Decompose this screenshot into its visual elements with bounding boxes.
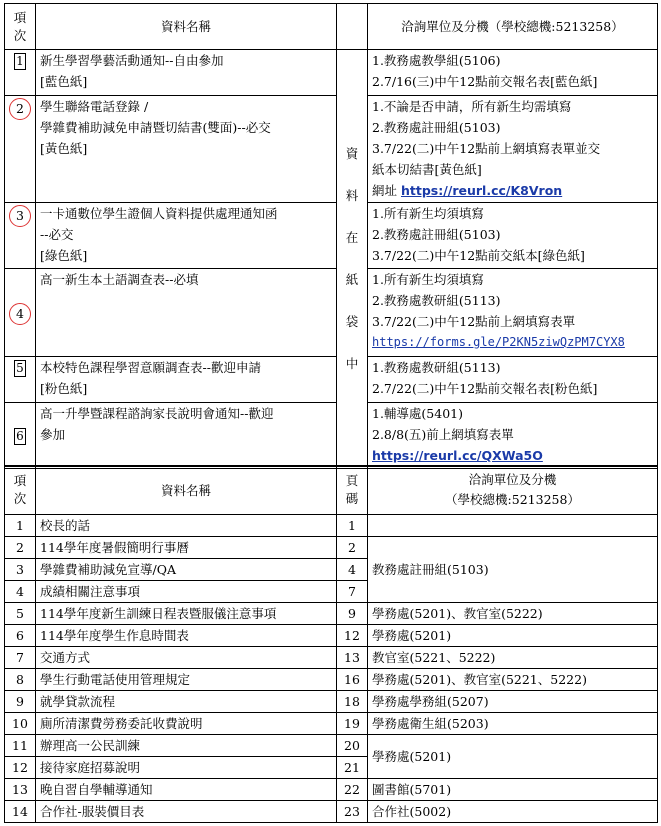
row-page: 19 [337,712,368,734]
contact-line: 1.不論是否申請，所有新生均需填寫 [372,99,572,114]
row-number [5,50,36,96]
row-name: 合作社-服裝價目表 [36,800,337,822]
contact-line: 1.所有新生均須填寫 [372,206,484,221]
row-number: 11 [5,734,36,756]
row-page: 2 [337,536,368,558]
row-number: 6 [5,624,36,646]
header-num [5,466,36,514]
contact-line: 1.教務處教研組(5113) [372,360,501,375]
in-packet-label [337,50,368,469]
table-row [5,712,658,734]
contact-line: 2.7/22(二)中午12點前交報名表[粉色紙] [372,381,598,396]
row-number [5,269,36,357]
url-link[interactable]: https://reurl.cc/K8Vron [400,183,563,198]
table-row [5,624,658,646]
number-circle: 3 [9,205,31,227]
table-row [5,778,658,800]
row-number [5,357,36,403]
mid-char: 在 [345,230,359,245]
row-name: 接待家庭招募說明 [36,756,337,778]
row-contact [368,514,658,536]
contact-line: 1.教務處教學組(5106) [372,53,501,68]
name-line: [粉色紙] [40,381,88,396]
row-contact: 合作社(5002) [368,800,658,822]
row-page: 1 [337,514,368,536]
table-row [5,602,658,624]
row-number: 13 [5,778,36,800]
name-line: [黃色紙] [40,141,88,156]
number-circle: 4 [9,303,31,325]
row-number: 2 [5,536,36,558]
row-number: 5 [5,602,36,624]
table-row [5,734,658,756]
row-number [5,403,36,469]
contact-line: 2.7/16(三)中午12點前交報名表[藍色紙] [372,74,598,89]
contact-line: 1.輔導處(5401) [372,406,463,421]
row-number: 7 [5,646,36,668]
row-page: 22 [337,778,368,800]
table-row [5,96,658,203]
row-number [5,203,36,269]
contact-line: 3.7/22(二)中午12點前上網填寫表單並交 [372,141,601,156]
row-name: 學生行動電話使用管理規定 [36,668,337,690]
header-name: 資料名稱 [36,466,337,514]
table-row [5,357,658,403]
row-contact: 學務處(5201) [368,624,658,646]
name-line: --必交 [40,227,74,242]
number-circle: 2 [9,98,31,120]
number-box: 5 [14,360,26,377]
name-line: 高一新生本土語調查表--必填 [40,272,199,287]
url-link[interactable]: https://forms.gle/P2KN5ziwQzPM7CYX8 [372,335,625,349]
name-line: 高一升學暨課程諮詢家長說明會通知--歡迎 [40,406,274,421]
row-page: 12 [337,624,368,646]
row-name [36,357,337,403]
row-name: 廁所清潔費勞務委託收費說明 [36,712,337,734]
row-contact [368,357,658,403]
header-contact-line: 洽詢單位及分機 [468,472,557,488]
row-contact: 學務處(5201)、教官室(5222) [368,602,658,624]
header-contact-line: （學校總機:5213258） [445,492,580,508]
contact-line: 3.7/22(二)中午12點前上網填寫表單 [372,314,576,329]
row-name: 就學貸款流程 [36,690,337,712]
row-name [36,50,337,96]
row-number: 8 [5,668,36,690]
header-contact: 洽詢單位及分機（學校總機:5213258） [368,4,658,50]
name-line: 參加 [40,427,66,442]
contact-line: 紙本切結書[黃色紙] [372,162,482,177]
table-row [5,269,658,357]
row-number: 14 [5,800,36,822]
row-name: 校長的話 [36,514,337,536]
contact-line: 1.所有新生均須填寫 [372,272,484,287]
contact-line: 2.教務處註冊組(5103) [372,120,501,135]
row-contact: 教官室(5221、5222) [368,646,658,668]
row-name: 學雜費補助減免宣導/QA [36,558,337,580]
number-box: 1 [14,53,26,70]
row-page: 4 [337,558,368,580]
header-name: 資料名稱 [36,4,337,50]
row-number: 9 [5,690,36,712]
row-name [36,403,337,469]
name-line: 新生學習學藝活動通知--自由參加 [40,53,224,68]
row-contact [368,269,658,357]
row-name: 114學年度新生訓練日程表暨服儀注意事項 [36,602,337,624]
row-number: 4 [5,580,36,602]
name-line: 學生聯絡電話登錄 / [40,99,149,114]
table-row [5,203,658,269]
row-page: 21 [337,756,368,778]
row-page: 18 [337,690,368,712]
table-row [5,403,658,469]
row-name: 成績相關注意事項 [36,580,337,602]
row-contact: 學務處衛生組(5203) [368,712,658,734]
table-row [5,646,658,668]
row-name [36,269,337,357]
number-box: 6 [14,428,26,445]
contact-line: 2.教務處註冊組(5103) [372,227,501,242]
header-mid [337,4,368,50]
row-page: 9 [337,602,368,624]
header-num-label: 項次 [13,473,27,507]
row-number: 3 [5,558,36,580]
mid-char: 料 [345,188,359,203]
row-number: 1 [5,514,36,536]
row-contact [368,403,658,469]
name-line: 一卡通數位學生證個人資料提供處理通知函 [40,206,278,221]
row-contact: 學務處學務組(5207) [368,690,658,712]
row-contact: 學務處(5201) [368,734,658,778]
row-page: 23 [337,800,368,822]
row-contact [368,203,658,269]
header-num-label: 項次 [13,9,27,43]
url-link[interactable]: https://reurl.cc/QXWa5O [372,448,543,463]
row-name: 晚自習自學輔導通知 [36,778,337,800]
row-page: 13 [337,646,368,668]
table-row [5,536,658,558]
row-contact [368,96,658,203]
mid-char: 資 [345,146,359,161]
table-row [5,50,658,96]
header-page-label: 頁碼 [345,473,359,507]
row-name [36,96,337,203]
row-name [36,203,337,269]
header-contact [368,466,658,514]
table-row [5,514,658,536]
row-contact: 學務處(5201)、教官室(5221、5222) [368,668,658,690]
row-name: 辦理高一公民訓練 [36,734,337,756]
handout-table [4,3,658,469]
row-contact [368,50,658,96]
link-line [372,180,653,201]
booklet-table [4,465,658,823]
contact-line: 3.7/22(二)中午12點前交紙本[綠色紙] [372,248,585,263]
row-number: 10 [5,712,36,734]
row-name: 114學年度暑假簡明行事曆 [36,536,337,558]
row-page: 20 [337,734,368,756]
table-row [5,690,658,712]
header-page [337,466,368,514]
row-page: 7 [337,580,368,602]
contact-line: 2.教務處教研組(5113) [372,293,501,308]
name-line: [綠色紙] [40,248,88,263]
row-name: 114學年度學生作息時間表 [36,624,337,646]
mid-char: 紙 [345,272,359,287]
name-line: 本校特色課程學習意願調查表--歡迎申請 [40,360,261,375]
row-contact: 教務處註冊組(5103) [368,536,658,602]
name-line: [藍色紙] [40,74,88,89]
link-prefix: 網址 [372,183,401,198]
row-number [5,96,36,203]
row-contact: 圖書館(5701) [368,778,658,800]
table-row [5,800,658,822]
row-number: 12 [5,756,36,778]
mid-char: 中 [345,356,359,371]
table-row [5,668,658,690]
mid-char: 袋 [345,314,359,329]
name-line: 學雜費補助減免申請暨切結書(雙面)--必交 [40,120,271,135]
row-name: 交通方式 [36,646,337,668]
row-page: 16 [337,668,368,690]
contact-line: 2.8/8(五)前上網填寫表單 [372,427,514,442]
header-num [5,4,36,50]
